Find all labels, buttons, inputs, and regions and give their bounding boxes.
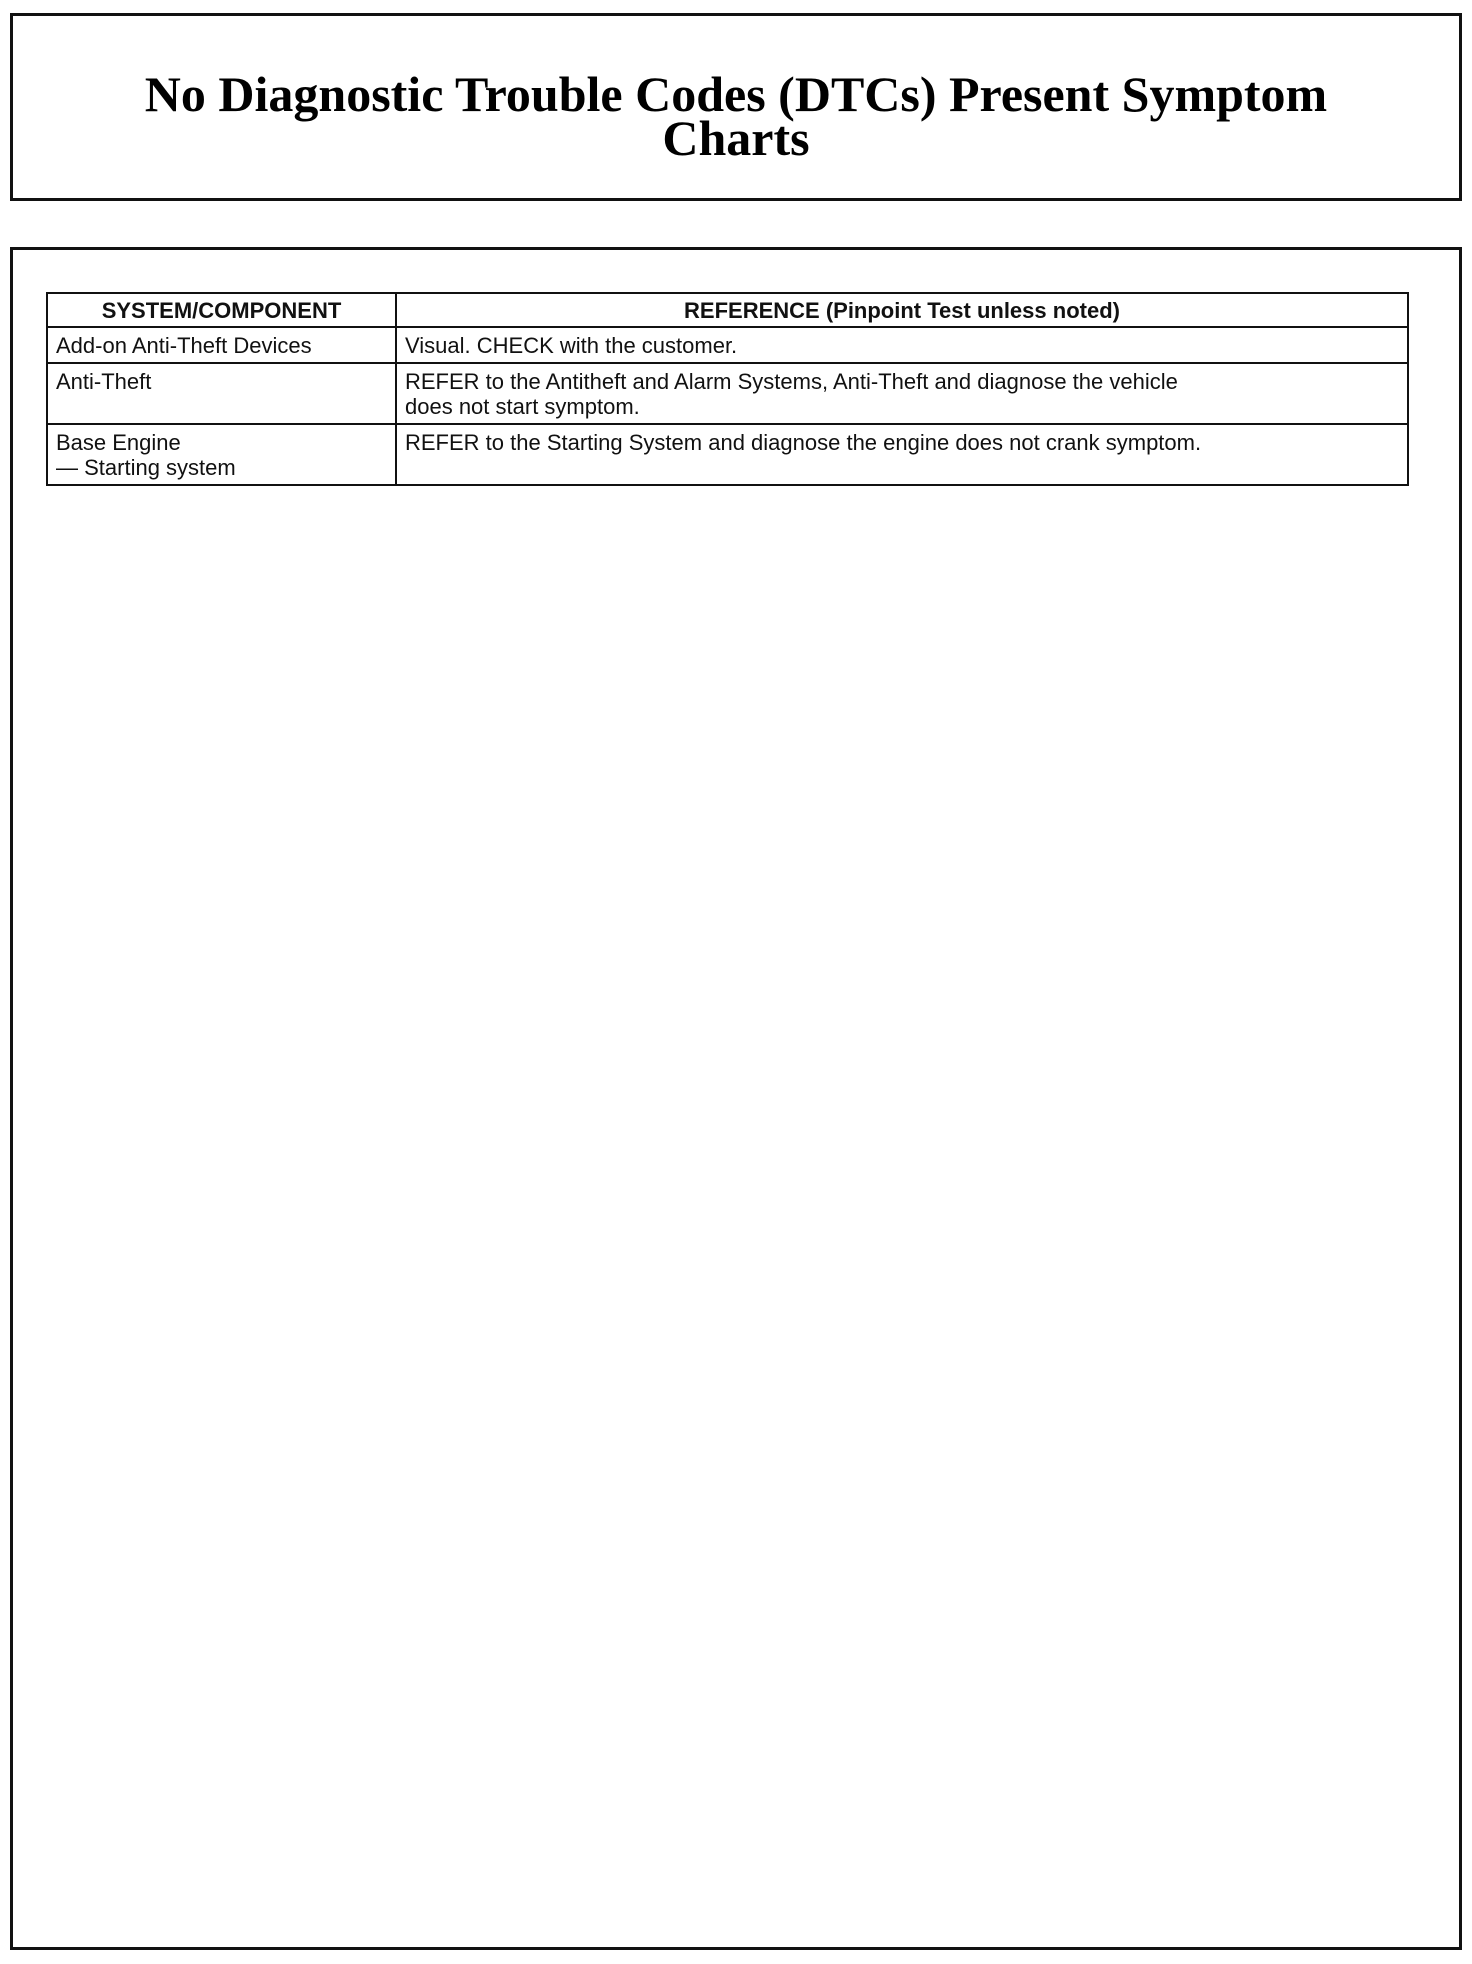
content-box — [10, 247, 1462, 1950]
component-cell — [47, 363, 396, 424]
component-cell — [47, 424, 396, 485]
component-name: Anti-Theft — [56, 369, 152, 394]
reference-text-continued: does not start symptom. — [405, 394, 640, 419]
reference-cell — [396, 363, 1408, 424]
component-name: Base Engine — [56, 430, 181, 455]
reference-cell — [396, 424, 1408, 485]
symptom-chart-table — [46, 292, 1409, 486]
component-cell — [47, 327, 396, 363]
table-row — [47, 424, 1408, 485]
component-name: Add-on Anti-Theft Devices — [56, 333, 312, 358]
table-header-row — [47, 293, 1408, 327]
page-title-box — [10, 13, 1462, 201]
reference-cell — [396, 327, 1408, 363]
page-title-line-2: Charts — [662, 110, 810, 166]
reference-text: REFER to the Antitheft and Alarm Systems, Anti-Theft and diagnose the vehicle — [405, 369, 1178, 394]
column-header-reference: REFERENCE (Pinpoint Test unless noted) — [396, 293, 1408, 327]
table-row — [47, 363, 1408, 424]
reference-text: Visual. CHECK with the customer. — [405, 333, 738, 358]
page-title-line-1: No Diagnostic Trouble Codes (DTCs) Present Symptom — [144, 66, 1328, 122]
component-subitem: — Starting system — [56, 455, 236, 480]
table-row — [47, 327, 1408, 363]
reference-text: REFER to the Starting System and diagnose the engine does not crank symptom. — [405, 430, 1202, 455]
column-header-system-component: SYSTEM/COMPONENT — [47, 293, 396, 327]
